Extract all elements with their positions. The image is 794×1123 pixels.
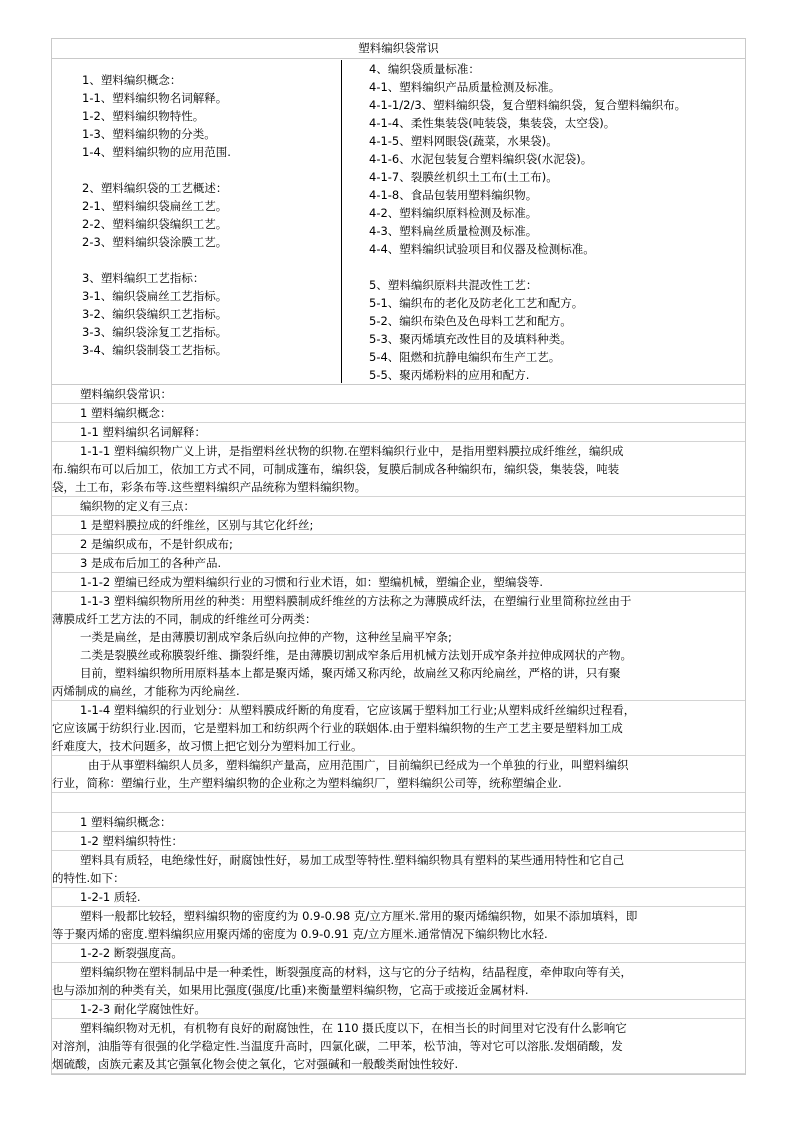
toc-item: 2-2、塑料编织袋编织工艺。 — [82, 217, 228, 231]
toc-item: 4-1-1/2/3、塑料编织袋，复合塑料编织袋，复合塑料编织布。 — [369, 98, 687, 112]
toc-item: 3-2、编织袋编织工艺指标。 — [82, 307, 228, 321]
paragraph-1-2-2: 塑料编织物在塑料制品中是一种柔性，断裂强度高的材料，这与它的分子结构，结晶程度，牵伸取向等有关， 也与添加剂的种类有关，如果用比强度(强度/比重)来衡量塑料编织物，它高于或接近金属材料. — [52, 963, 745, 1000]
toc-item: 3-1、编织袋扁丝工艺指标。 — [82, 289, 228, 303]
toc-item: 1-4、塑料编织物的应用范围. — [82, 145, 231, 159]
subsection-heading: 1-2-3 耐化学腐蚀性好。 — [52, 1000, 745, 1019]
document-sheet — [51, 38, 746, 1075]
concept-heading: 1 塑料编织概念： — [52, 404, 745, 423]
paragraph-1-1-1: 1-1-1 塑料编织物广义上讲，是指塑料丝状物的织物.在塑料编织行业中，是指用塑料膜拉成纤维丝，编织成 布.编织布可以后加工，依加工方式不同，可制成篷布，编织袋，复膜后制成各种编织布，编织袋，集装袋，吨装 袋，土工布，彩条布等.这些塑料编织产品统称为塑料编织物。 — [52, 442, 745, 497]
definition-item: 3 是成布后加工的各种产品. — [52, 554, 745, 573]
toc-item: 1-3、塑料编织物的分类。 — [82, 127, 216, 141]
toc-item: 3-4、编织袋制袋工艺指标。 — [82, 343, 228, 357]
toc-item: 5-1、编织布的老化及防老化工艺和配方。 — [369, 296, 584, 310]
toc-item: 1-2、塑料编织物特性。 — [82, 109, 205, 123]
subsection-heading: 1-1 塑料编织名词解释： — [52, 423, 745, 442]
toc-item: 4-1-4、柔性集装袋(吨装袋，集装袋，太空袋)。 — [369, 116, 616, 130]
paragraph-industry: 由于从事塑料编织人员多，塑料编织产量高，应用范围广，目前编织已经成为一个单独的行业，叫塑料编织 行业，简称：塑编行业，生产塑料编织物的企业称之为塑料编织厂，塑料编织公司等，统称塑编企业. — [52, 756, 745, 793]
document-title: 塑料编织袋常识 — [52, 39, 745, 59]
toc-item — [369, 258, 745, 276]
concept-heading: 1 塑料编织概念： — [52, 813, 745, 832]
toc-item: 4-1-8、食品包装用塑料编织物。 — [369, 188, 538, 202]
paragraph-1-1-4: 1-1-4 塑料编织的行业划分：从塑料膜成纤断的角度看，它应该属于塑料加工行业;从塑料成纤丝编织过程看， 它应该属于纺织行业.因而，它是塑料加工和纺织两个行业的联姻体.由于塑料编织物的生产工艺主要是塑料加工成 纤难度大，技术问题多，故习惯上把它划分为塑料加工行业。 — [52, 701, 745, 756]
toc-item: 3、塑料编织工艺指标： — [82, 271, 205, 285]
toc-item: 5-3、聚丙烯填充改性目的及填料种类。 — [369, 332, 572, 346]
paragraph-1-1-2: 1-1-2 塑编已经成为塑料编织行业的习惯和行业术语，如：塑编机械，塑编企业，塑编袋等. — [52, 573, 745, 592]
definition-item: 1 是塑料膜拉成的纤维丝，区别与其它化纤丝; — [52, 516, 745, 535]
toc-item: 2、塑料编织袋的工艺概述： — [82, 181, 228, 195]
toc-item: 2-3、塑料编织袋涂膜工艺。 — [82, 235, 228, 249]
toc-item: 4-1-5、塑料网眼袋(蔬菜，水果袋)。 — [369, 134, 558, 148]
toc-item: 2-1、塑料编织袋扁丝工艺。 — [82, 199, 228, 213]
table-of-contents — [52, 59, 745, 385]
toc-item: 4、编织袋质量标准： — [369, 62, 480, 76]
toc-item: 1、塑料编织概念： — [82, 73, 182, 87]
toc-item: 5-2、编织布染色及色母料工艺和配方。 — [369, 314, 572, 328]
paragraph-1-2-1: 塑料一般都比较轻，塑料编织物的密度约为 0.9-0.98 克/立方厘米.常用的聚丙烯编织物，如果不添加填料，即 等于聚丙烯的密度.塑料编织应用聚丙烯的密度为 0.9-0.91 克/立方厘米.通常情况下编织物比水轻. — [52, 907, 745, 944]
toc-item: 5-5、聚丙烯粉料的应用和配方. — [369, 368, 530, 382]
subsection-heading: 1-2-2 断裂强度高。 — [52, 944, 745, 963]
toc-item: 1-1、塑料编织物名词解释。 — [82, 91, 228, 105]
paragraph-1-1-3: 1-1-3 塑料编织物所用丝的种类：用塑料膜制成纤维丝的方法称之为薄膜成纤法，在塑编行业里简称拉丝由于 薄膜成纤工艺方法的不同，制成的纤维丝可分两类： 一类是扁丝，是由薄膜切割成窄条后纵向拉伸的产物，这种丝呈扁平窄条; 二类是裂膜丝或称膜裂纤维、撕裂纤维，是由薄膜切割成窄条后用机械方法划开成窄条并拉伸成网状的产物。 目前，塑料编织物所用原料基本上都是聚丙烯，聚丙烯又称丙纶，故扁丝又称丙纶扁丝，严格的讲，只有聚 丙烯制成的扁丝，才能称为丙纶扁丝. — [52, 592, 745, 701]
paragraph-1-2: 塑料具有质轻，电绝缘性好，耐腐蚀性好，易加工成型等特性.塑料编织物具有塑料的某些通用特性和它自己 的特性.如下： — [52, 851, 745, 888]
toc-right-column — [342, 59, 745, 384]
paragraph-1-2-3: 塑料编织物对无机，有机物有良好的耐腐蚀性，在 110 摄氏度以下，在相当长的时间里对它没有什么影响它 对溶剂，油脂等有很强的化学稳定性.当温度升高时，四氯化碳，二甲苯，松节油，等对它可以溶胀.发烟硝酸，发 烟硫酸，卤族元素及其它强氧化物会使之氧化，它对强碱和一般酸类耐蚀性较好. — [52, 1019, 745, 1074]
subsection-heading: 1-2 塑料编织特性： — [52, 832, 745, 851]
toc-item — [82, 251, 341, 269]
toc-left-column — [52, 59, 341, 384]
toc-item: 5、塑料编织原料共混改性工艺： — [369, 278, 538, 292]
toc-item: 4-3、塑料扁丝质量检测及标准。 — [369, 224, 538, 238]
toc-item: 4-1-6、水泥包装复合塑料编织袋(水泥袋)。 — [369, 152, 593, 166]
blank-row — [52, 793, 745, 813]
toc-item: 3-3、编织袋涂复工艺指标。 — [82, 325, 228, 339]
toc-item: 4-1-7、裂膜丝机织土工布(土工布)。 — [369, 170, 558, 184]
toc-item: 4-4、塑料编织试验项目和仪器及检测标准。 — [369, 242, 595, 256]
section-heading: 塑料编织袋常识： — [52, 385, 745, 404]
toc-item — [82, 161, 341, 179]
definition-intro: 编织物的定义有三点： — [52, 497, 745, 516]
toc-item: 5-4、阻燃和抗静电编织布生产工艺。 — [369, 350, 561, 364]
toc-item: 4-2、塑料编织原料检测及标准。 — [369, 206, 538, 220]
definition-item: 2 是编织成布，不是针织成布; — [52, 535, 745, 554]
subsection-heading: 1-2-1 质轻. — [52, 888, 745, 907]
toc-item: 4-1、塑料编织产品质量检测及标准。 — [369, 80, 561, 94]
